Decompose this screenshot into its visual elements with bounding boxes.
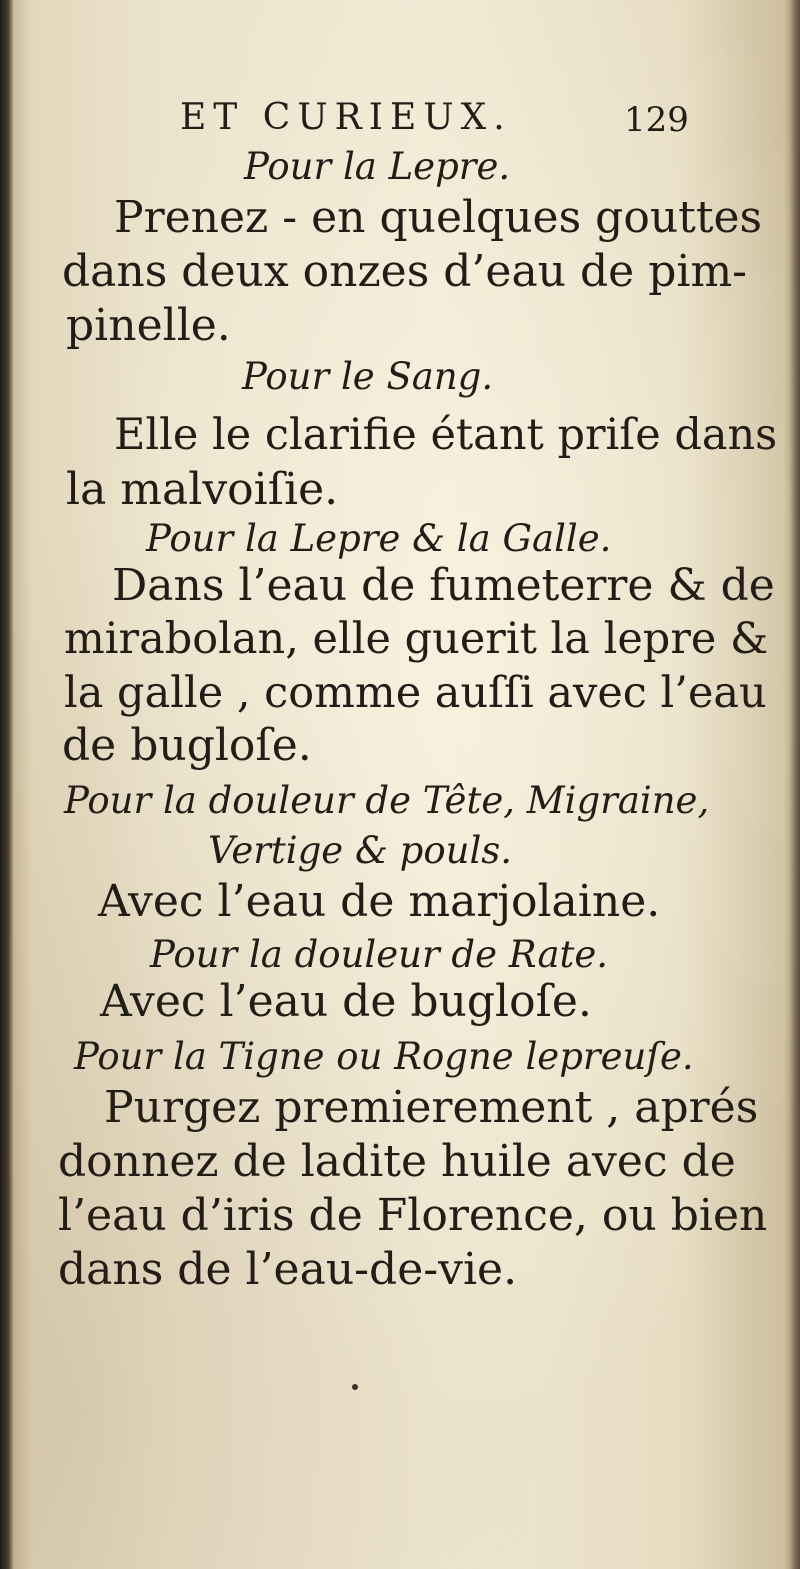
section-heading-lepre: Pour la Lepre. bbox=[244, 145, 511, 188]
body-line: dans deux onzes d’eau de pim- bbox=[62, 246, 748, 297]
body-line: de bugloſe. bbox=[62, 720, 312, 771]
page-edge-shadow bbox=[790, 0, 800, 1569]
body-line: Avec l’eau de marjolaine. bbox=[98, 876, 661, 927]
section-heading-douleur-tete: Pour la douleur de Tête, Migraine, bbox=[64, 779, 710, 822]
ink-mark bbox=[352, 1384, 358, 1390]
body-line: la galle , comme auſſi avec l’eau bbox=[64, 668, 767, 718]
body-line: la malvoiſie. bbox=[66, 464, 339, 515]
body-line: Elle le clarifie étant priſe dans bbox=[114, 410, 778, 460]
running-header: ET CURIEUX. bbox=[180, 97, 512, 138]
section-heading-lepre-galle: Pour la Lepre & la Galle. bbox=[146, 517, 612, 560]
section-heading-douleur-rate: Pour la douleur de Rate. bbox=[150, 933, 609, 976]
page-number: 129 bbox=[624, 100, 689, 140]
section-heading-tigne: Pour la Tigne ou Rogne lepreuſe. bbox=[74, 1035, 694, 1078]
body-line: donnez de ladite huile avec de bbox=[58, 1136, 736, 1187]
body-line: Dans l’eau de fumeterre & de bbox=[112, 560, 775, 611]
body-line: mirabolan, elle guerit la lepre & bbox=[64, 614, 769, 664]
book-spine-shadow bbox=[0, 0, 14, 1569]
body-line: dans de l’eau-de-vie. bbox=[58, 1244, 518, 1295]
body-line: l’eau d’iris de Florence, ou bien bbox=[58, 1190, 768, 1241]
body-line: pinelle. bbox=[66, 300, 231, 351]
body-line: Prenez - en quelques gouttes bbox=[114, 192, 763, 243]
body-line: Avec l’eau de bugloſe. bbox=[100, 976, 592, 1027]
body-line: Purgez premierement , aprés bbox=[104, 1082, 759, 1133]
section-heading-sang: Pour le Sang. bbox=[242, 355, 494, 398]
section-heading-continued: Vertige & pouls. bbox=[208, 829, 513, 872]
